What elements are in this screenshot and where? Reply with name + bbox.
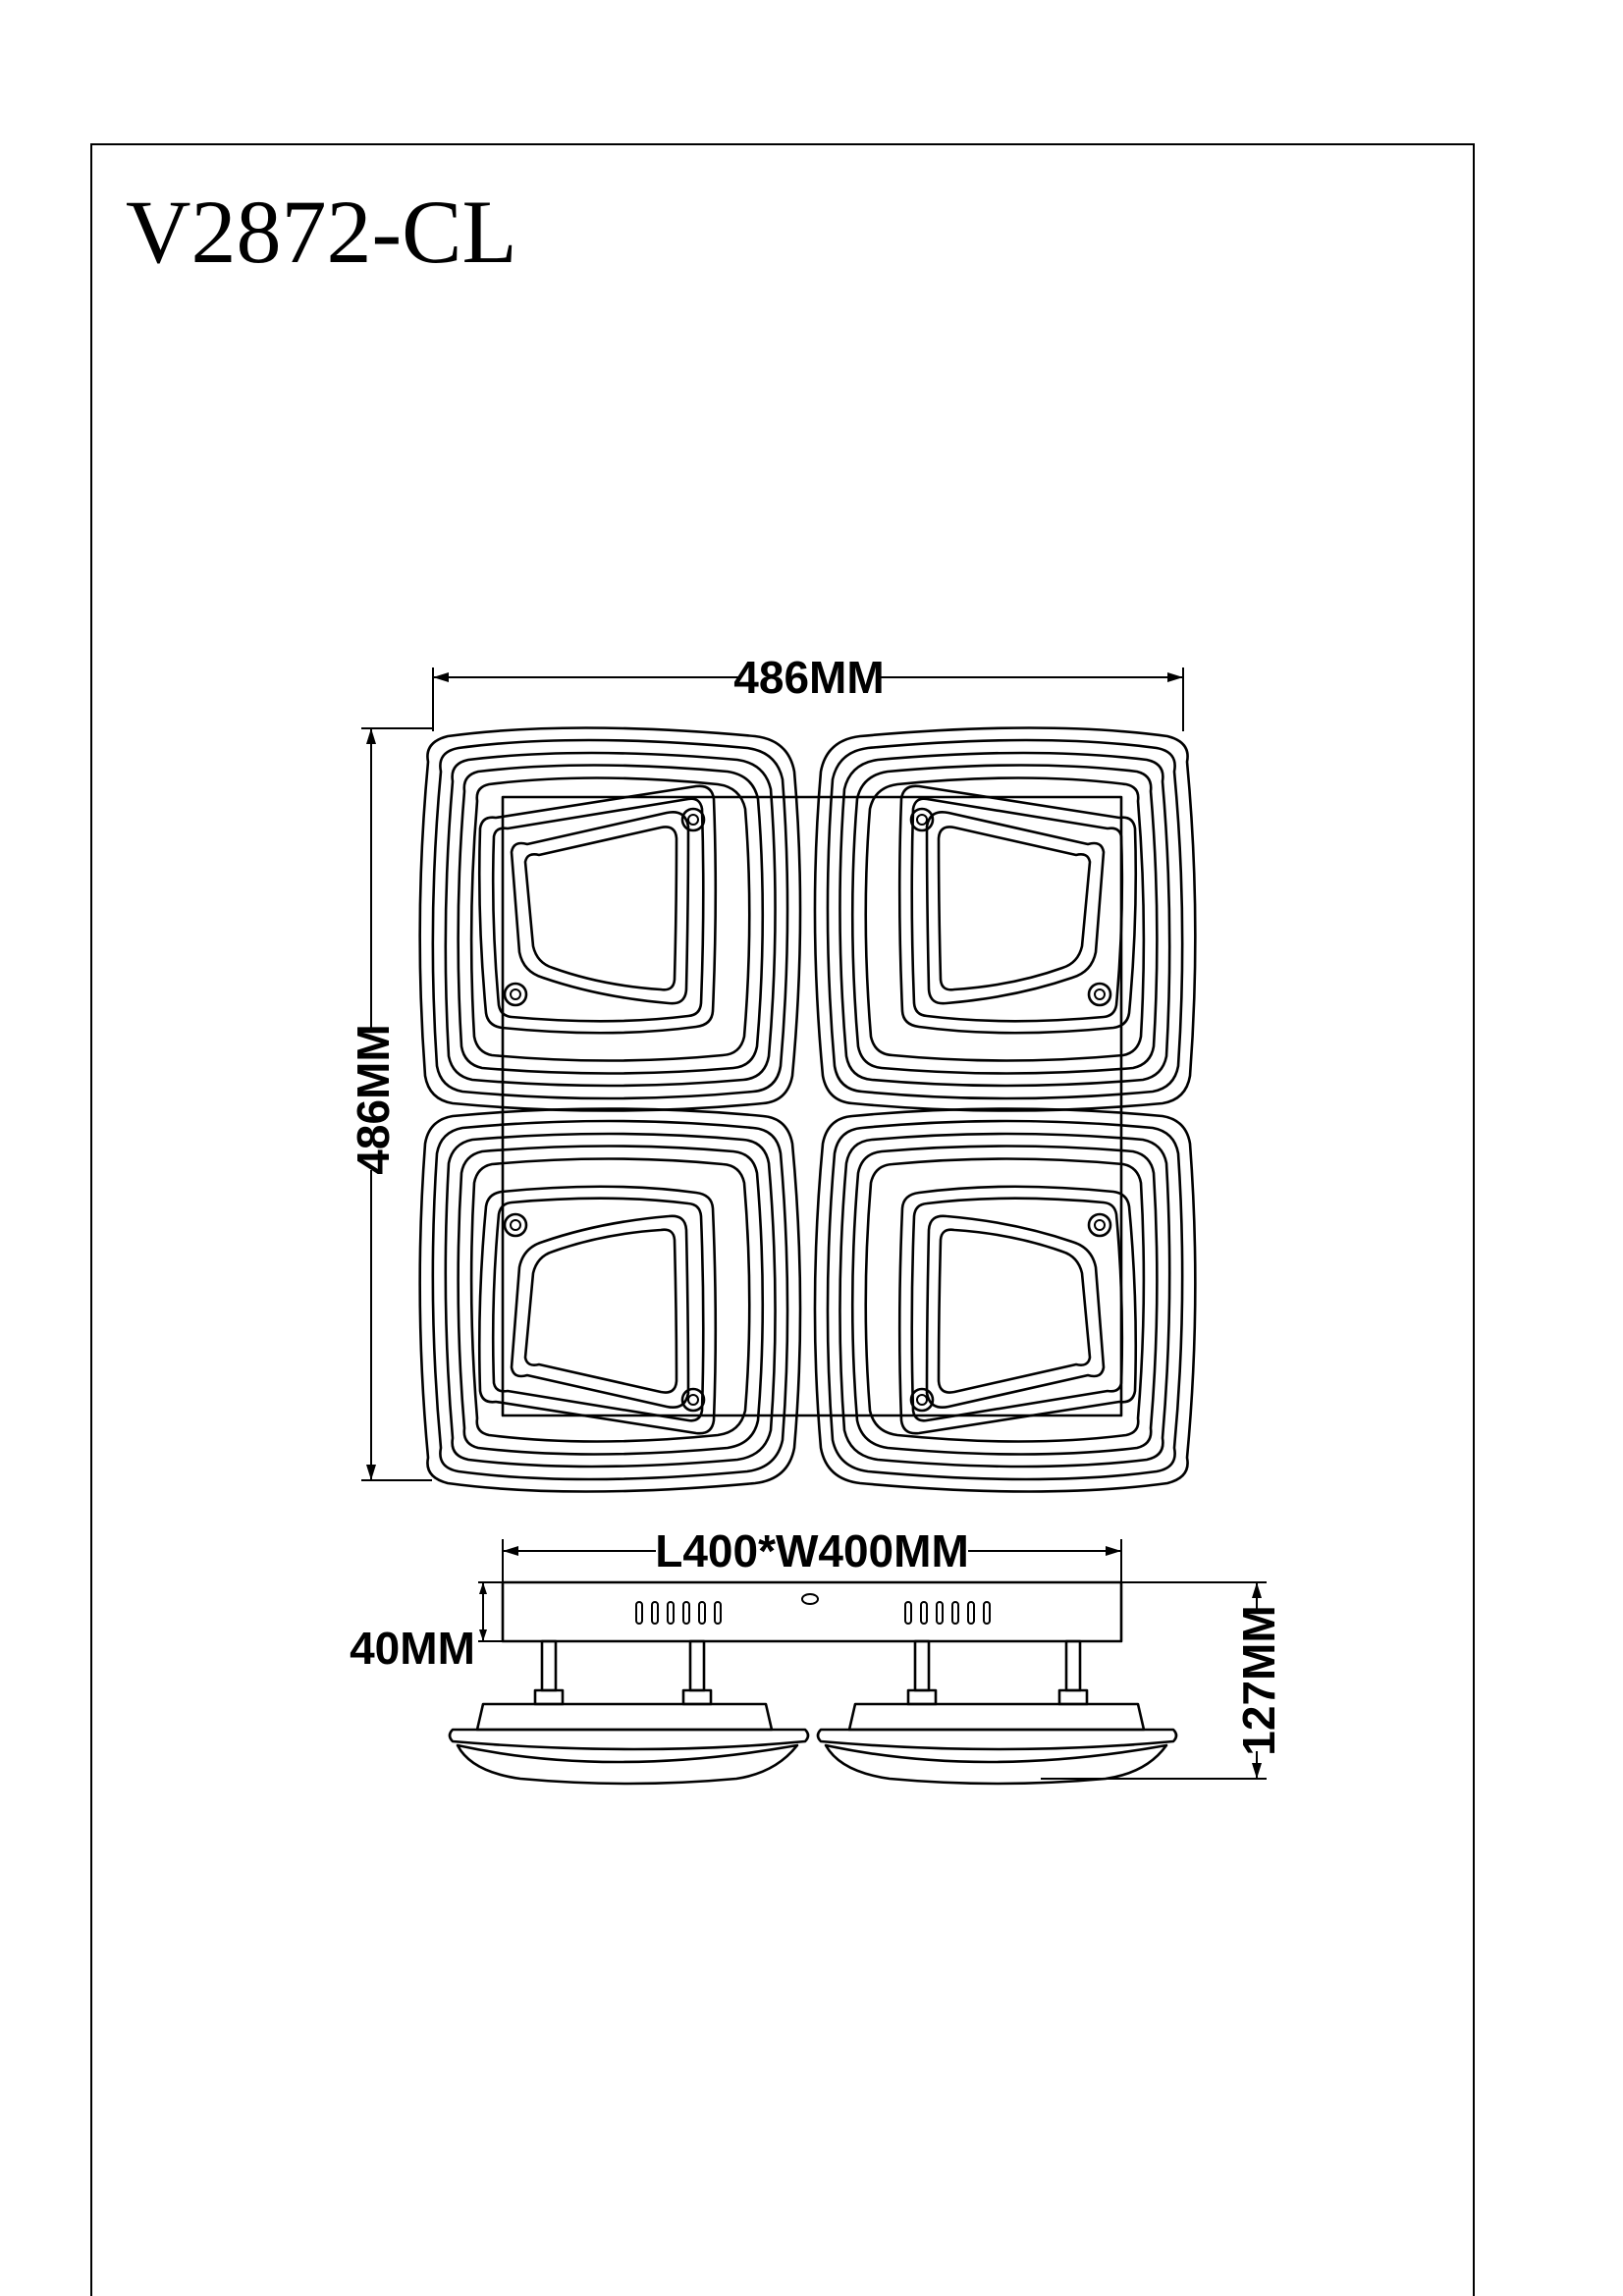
base-height-label: 40MM bbox=[350, 1623, 475, 1674]
depth-label: 486MM bbox=[348, 1024, 399, 1175]
width-dimension bbox=[433, 652, 1183, 731]
base-plate bbox=[503, 1582, 1121, 1641]
base-width-dimension bbox=[503, 1525, 1121, 1582]
shade-profile-left bbox=[450, 1704, 808, 1784]
vent-slots-right bbox=[905, 1602, 990, 1624]
side-view bbox=[350, 1525, 1284, 1784]
base-width-label: L400*W400MM bbox=[655, 1525, 969, 1576]
shade-top-right bbox=[815, 728, 1195, 1111]
canopy-outline bbox=[503, 797, 1121, 1415]
shade-profile-right bbox=[818, 1704, 1176, 1784]
shade-bottom-right bbox=[815, 1109, 1195, 1492]
base-height-dimension bbox=[350, 1582, 503, 1674]
support-rods bbox=[535, 1641, 1087, 1704]
model-title: V2872-CL bbox=[126, 182, 517, 282]
depth-dimension bbox=[348, 728, 432, 1480]
sheet-border bbox=[91, 144, 1474, 2296]
width-label: 486MM bbox=[733, 652, 885, 703]
shade-bottom-left bbox=[420, 1109, 800, 1492]
total-height-label: 127MM bbox=[1233, 1605, 1284, 1756]
top-view bbox=[348, 652, 1195, 1492]
sensor-dot bbox=[802, 1594, 818, 1604]
vent-slots-left bbox=[636, 1602, 721, 1624]
shade-top-left bbox=[420, 728, 800, 1111]
